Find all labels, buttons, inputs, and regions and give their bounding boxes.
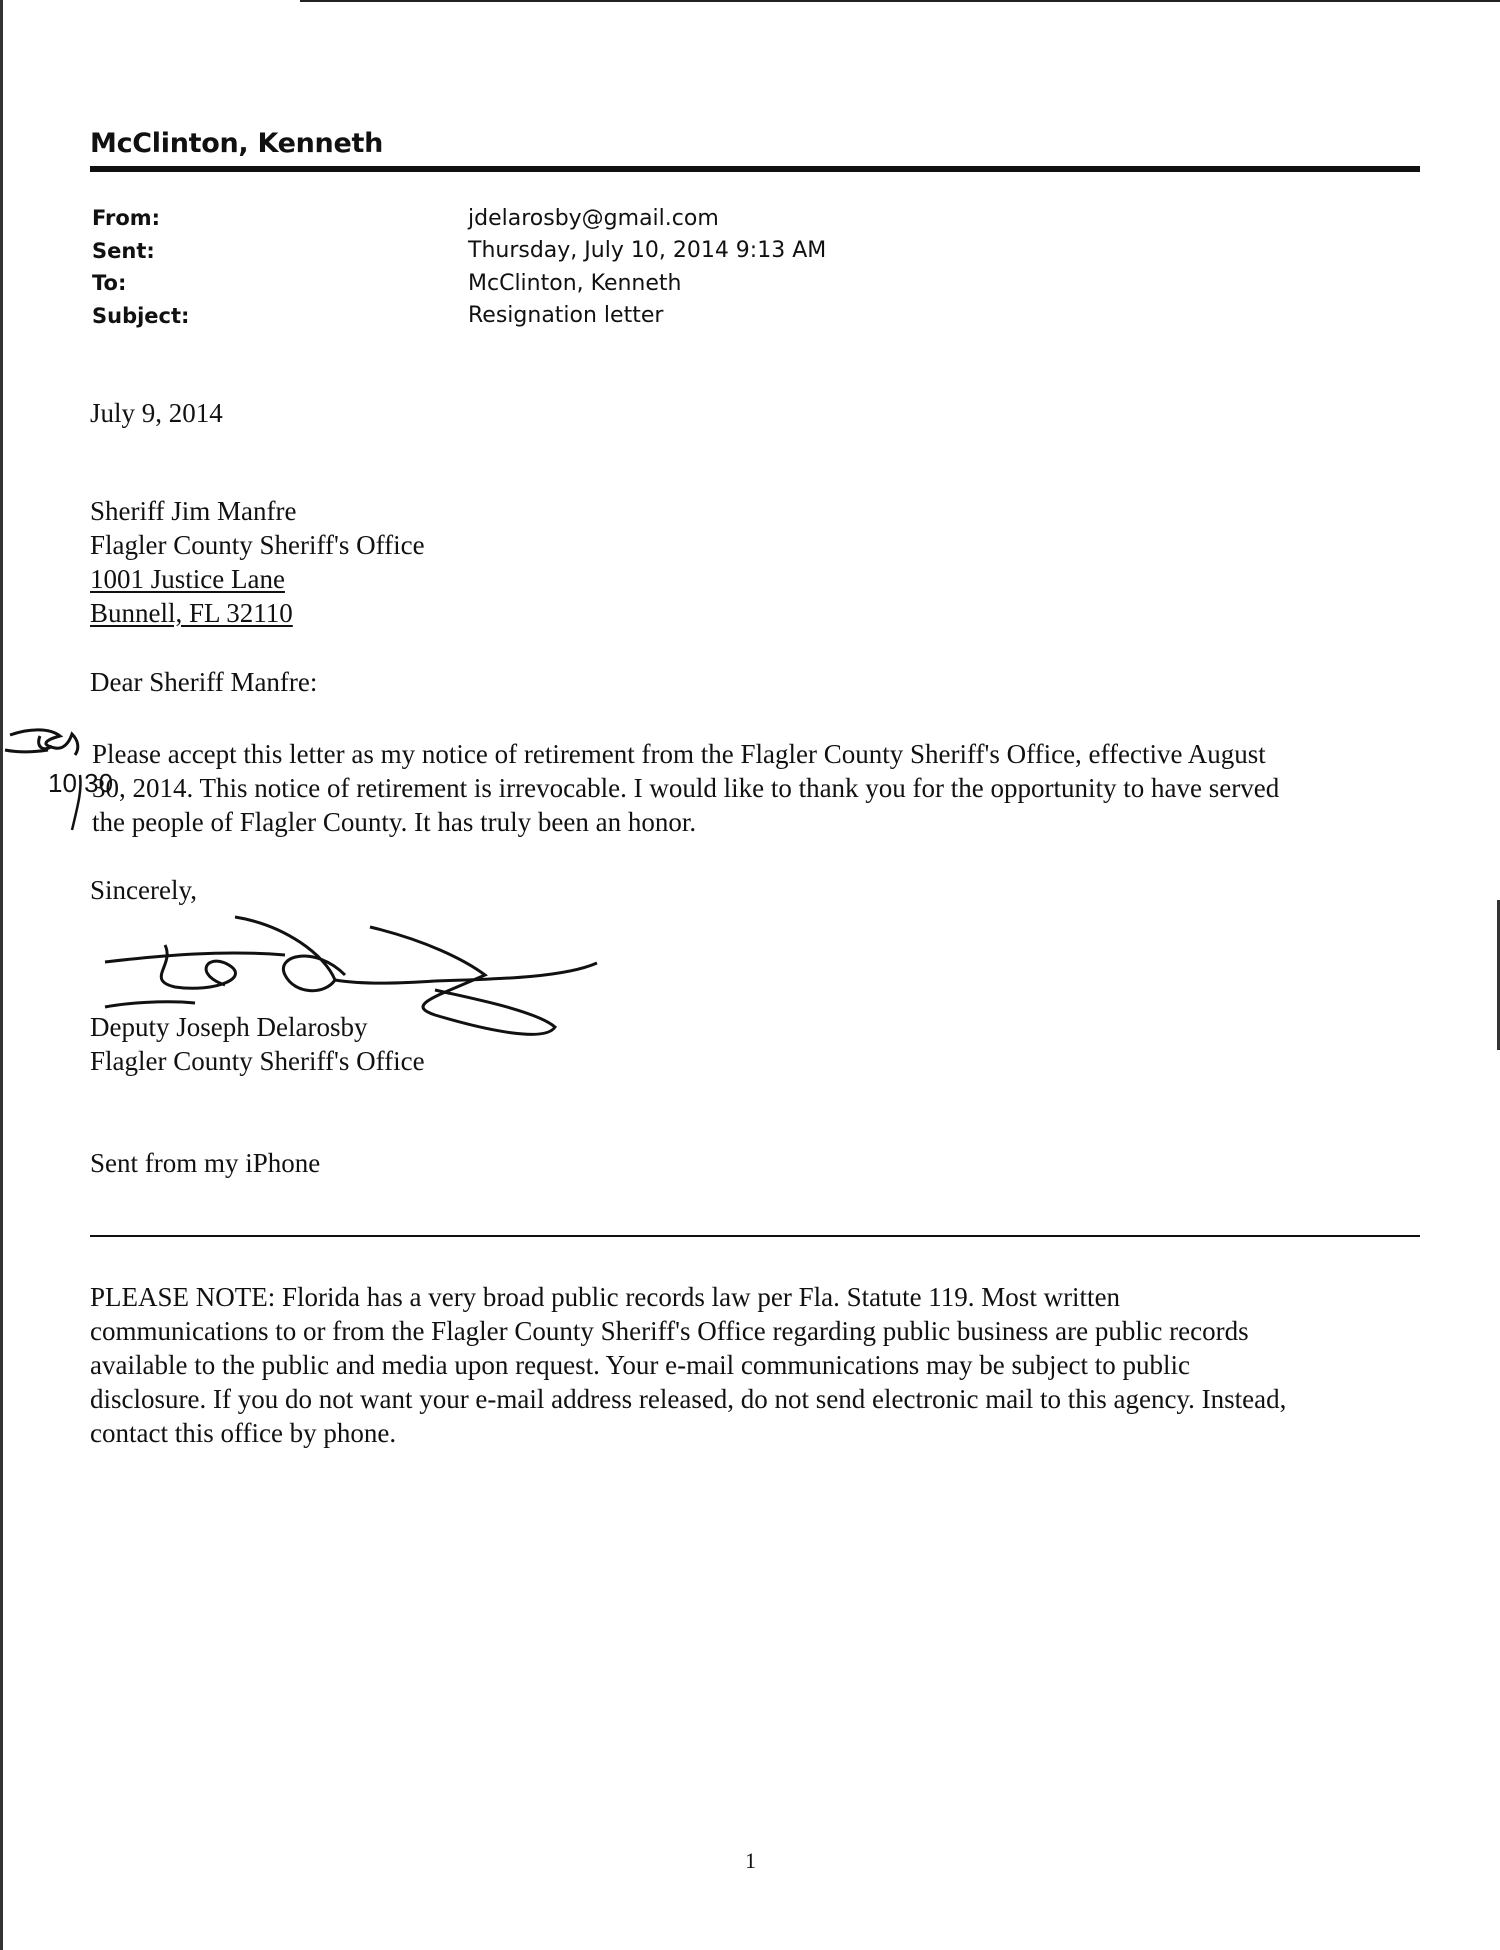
header-value-subject: Resignation letter: [468, 303, 664, 329]
recipient-city: Bunnell, FL 32110: [90, 598, 293, 628]
recipient-street: 1001 Justice Lane: [90, 564, 285, 594]
body-line-2: 30, 2014. This notice of retirement is irrevocable. I would like to thank you for the opportunity to have served: [92, 773, 1280, 803]
closing: Sincerely,: [90, 875, 197, 905]
notice-line-4: disclosure. If you do not want your e-mail address released, do not send electronic mail to this agency. Instead,: [90, 1384, 1287, 1414]
body-line-1: Please accept this letter as my notice of retirement from the Flagler County Sheriff's Office, effective August: [92, 739, 1266, 769]
header-value-to: McClinton, Kenneth: [468, 270, 682, 296]
recipient-office: Flagler County Sheriff's Office: [90, 530, 425, 560]
mailbox-owner-title: McClinton, Kenneth: [90, 128, 383, 159]
header-label: To:: [92, 271, 127, 296]
signer-name: Deputy Joseph Delarosby: [90, 1012, 368, 1042]
body-line-3: the people of Flagler County. It has truly been an honor.: [92, 807, 697, 837]
header-row-from: [92, 202, 826, 235]
letter-date: July 9, 2014: [90, 398, 223, 428]
header-row-subject: [92, 300, 826, 333]
notice-line-5: contact this office by phone.: [90, 1418, 397, 1448]
email-header-fields: [92, 202, 826, 332]
header-rule: [90, 166, 1420, 172]
salutation: Dear Sheriff Manfre:: [90, 667, 318, 697]
sent-from-footer: Sent from my iPhone: [90, 1148, 321, 1178]
notice-line-2: communications to or from the Flagler County Sheriff's Office regarding public business are public records: [90, 1316, 1249, 1346]
notice-divider: [90, 1235, 1420, 1237]
header-row-to: [92, 267, 826, 300]
scan-edge-top: [300, 0, 1500, 2]
page-number: 1: [745, 1848, 756, 1873]
recipient-name: Sheriff Jim Manfre: [90, 496, 297, 526]
header-row-sent: [92, 235, 826, 268]
signer-office: Flagler County Sheriff's Office: [90, 1046, 425, 1076]
header-value-sent: Thursday, July 10, 2014 9:13 AM: [468, 238, 827, 264]
scan-edge-left: [0, 0, 3, 1950]
header-label: Sent:: [92, 238, 155, 263]
header-label: From:: [92, 206, 161, 231]
header-label: Subject:: [92, 303, 190, 328]
notice-line-1: PLEASE NOTE: Florida has a very broad public records law per Fla. Statute 119. Most written: [90, 1282, 1121, 1312]
notice-line-3: available to the public and media upon request. Your e-mail communications may be subject to public: [90, 1350, 1190, 1380]
annotation-text: 10 30: [48, 768, 114, 798]
header-value-from: jdelarosby@gmail.com: [468, 205, 719, 231]
handwritten-date-correction: [0, 720, 114, 840]
